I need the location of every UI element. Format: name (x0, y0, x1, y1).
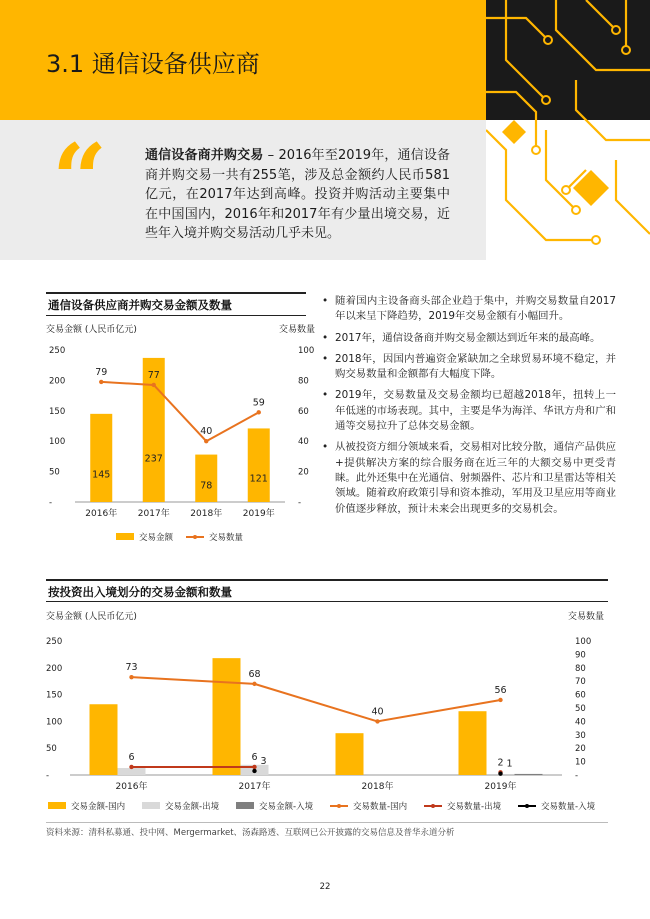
chart2-legend-label: 交易数量-入境 (541, 802, 596, 812)
chart2-legend-swatch-dot (337, 804, 341, 808)
chart2-left-tick: 100 (46, 717, 63, 728)
chart2-bar (515, 774, 543, 775)
chart2-line-label: 40 (371, 706, 384, 718)
chart1-category-label: 2018年 (190, 509, 223, 519)
chart1-line-label: 79 (95, 366, 108, 378)
chart1-left-tick: 100 (49, 437, 66, 448)
chart2-line-point (498, 698, 502, 702)
chart2-legend-label: 交易金额-国内 (71, 802, 126, 812)
chart2-line-point (129, 765, 133, 769)
chart1-left-tick: 250 (49, 346, 66, 356)
chart2-svg (40, 626, 615, 818)
chart1-bar (90, 414, 112, 502)
chart2-right-tick: 10 (575, 757, 586, 768)
chart1-category-label: 2016年 (85, 509, 118, 519)
chart1-bar-label: 78 (200, 480, 213, 492)
chart1-left-tick: 150 (49, 406, 66, 417)
chart1-line-point (204, 439, 208, 443)
chart1-legend-label: 交易数量 (209, 533, 244, 543)
chart1-right-tick: - (298, 498, 302, 508)
chart1-legend-label: 交易金额 (139, 533, 174, 543)
chart2-line-label: 56 (494, 684, 507, 696)
chart1-legend-swatch (116, 533, 134, 540)
chart1-svg (40, 336, 330, 550)
chart2-left-tick: 200 (46, 663, 63, 674)
chart2-line-point (129, 675, 133, 679)
chart2-legend-swatch (142, 802, 160, 809)
chart2-line-label: 1 (506, 758, 513, 770)
chart1-right-tick: 40 (298, 437, 309, 448)
bullet-item: • 随着国内主设备商头部企业趋于集中，并购交易数量自2017年以来呈下降趋势，2019年交易金额有小幅回升。 (320, 294, 616, 325)
bullet-item: • 2019年，交易数量及交易金额均已超越2018年，扭转上一年低迷的市场表现。其中，主要是华为海洋、华讯方舟和广和通等交易拉升了总体交易金额。 (320, 388, 616, 434)
chart1-line-label: 77 (147, 369, 160, 381)
chart2-legend-swatch-dot (431, 804, 435, 808)
chart1-category-label: 2019年 (242, 509, 275, 519)
chart2-left-axis-title: 交易金额 (人民币亿元) (46, 612, 137, 622)
chart2-line-point (252, 769, 256, 773)
chart2-right-tick: 90 (575, 650, 586, 661)
chart2-right-tick: 40 (575, 717, 586, 728)
chart2-bar (459, 711, 487, 775)
chart2-category-label: 2019年 (484, 782, 517, 792)
chart2-right-tick: 20 (575, 744, 586, 755)
chart2-title: 按投资出入境划分的交易金额和数量 (48, 585, 232, 599)
chart2-category-label: 2018年 (361, 782, 394, 792)
quote-mark-icon: “ (52, 123, 108, 236)
chart2-right-axis-title: 交易数量 (568, 612, 605, 622)
chart1-bar-label: 145 (92, 469, 111, 481)
chart2-right-tick: 80 (575, 663, 586, 674)
chart2-right-tick: 100 (575, 637, 592, 647)
page-title: 3.1 通信设备供应商 (46, 50, 260, 78)
chart1-right-tick: 20 (298, 467, 309, 478)
chart1-title-rule (46, 315, 306, 316)
source-note: 资料来源：清科私募通、投中网、Mergermarket、汤森路透、互联网已公开披露的交易信息及普华永道分析 (46, 828, 455, 838)
chart2-line-label: 6 (128, 751, 135, 763)
quote-body: – 2016年至2019年，通信设备商并购交易一共有255笔，涉及总金额约人民币581亿元，在2017年达到高峰。投资并购活动主要集中在中国国内，2016年和2017年有少量出境交易，近些年入境并购交易活动几乎未见。 (145, 148, 450, 241)
chart2-line-label: 68 (248, 668, 261, 680)
chart2-category-label: 2016年 (115, 782, 148, 792)
chart2-legend-label: 交易金额-出境 (165, 802, 220, 812)
quote-text (145, 146, 450, 244)
chart2-legend-label: 交易数量-出境 (447, 802, 502, 812)
chart2-left-tick: 250 (46, 637, 63, 647)
chart1-left-tick: - (49, 498, 53, 508)
chart1-right-tick: 100 (298, 346, 315, 356)
chart2-line-label: 2 (497, 757, 504, 769)
chart2-line-point (252, 765, 256, 769)
chart2-line-label: 73 (125, 662, 138, 674)
bullet-item: • 2017年，通信设备商并购交易金额达到近年来的最高峰。 (320, 331, 616, 346)
chart1-right-axis-title: 交易数量 (279, 325, 316, 335)
chart1-line-label: 40 (200, 426, 213, 438)
chart2-line-label: 6 (251, 751, 258, 763)
bullet-item: • 从被投资方细分领域来看，交易相对比较分散，通信产品供应+提供解决方案的综合服务商在近三年的大额交易中更受青睐。此外还集中在光通信、射频器件、芯片和卫星雷达等相关领域。随着政府政策引导和资本推动，军用及卫星应用等商业价值逐步释放，预计未来会出现更多的交易机会。 (320, 440, 616, 516)
chart1-legend-swatch-dot (193, 535, 197, 539)
chart1-right-tick: 60 (298, 406, 309, 417)
chart1-right-tick: 80 (298, 376, 309, 387)
chart2-title-rule (46, 601, 608, 602)
chart2-series-line (255, 684, 378, 722)
chart1-line-point (99, 380, 103, 384)
chart2-right-tick: 70 (575, 677, 586, 688)
chart2-legend-label: 交易金额-入境 (259, 802, 314, 812)
chart2-right-tick: 30 (575, 730, 586, 741)
chart2-right-tick: - (575, 771, 579, 781)
chart1-bar-label: 237 (144, 453, 163, 465)
chart2-top-rule (46, 579, 608, 581)
chart1-left-tick: 200 (49, 376, 66, 387)
page-number: 22 (319, 882, 331, 892)
chart1-top-rule (46, 292, 306, 294)
chart2-line-point (375, 719, 379, 723)
chart1-left-tick: 50 (49, 467, 60, 478)
chart2-bar (213, 658, 241, 775)
chart2-line-label: 3 (260, 755, 267, 767)
chart1-bar-label: 121 (249, 473, 268, 485)
chart2-left-tick: 50 (46, 744, 57, 755)
chart2-legend-swatch (236, 802, 254, 809)
chart2-right-tick: 50 (575, 704, 586, 714)
chart1-line-point (152, 383, 156, 387)
chart2-bar (336, 733, 364, 775)
quote-lead: 通信设备商并购交易 (145, 148, 264, 163)
chart2-left-tick: 150 (46, 690, 63, 701)
chart1-left-axis-title: 交易金额 (人民币亿元) (46, 325, 137, 335)
circuit-pattern-decoration (486, 0, 650, 260)
chart2-line-point (498, 771, 502, 775)
chart1-line-point (257, 410, 261, 414)
chart2-bar (90, 704, 118, 775)
chart1-line-label: 59 (252, 397, 265, 409)
chart2-right-tick: 60 (575, 690, 586, 701)
bullet-item: • 2018年，因国内普遍资金紧缺加之全球贸易环境不稳定，并购交易数量和金额都有大幅度下降。 (320, 352, 616, 383)
chart2-legend-swatch (48, 802, 66, 809)
chart2-legend-label: 交易数量-国内 (353, 802, 408, 812)
chart1-bar (195, 455, 217, 502)
chart2-left-tick: - (46, 771, 50, 781)
chart2-line-point (252, 682, 256, 686)
bullet-list (320, 294, 616, 523)
chart1-category-label: 2017年 (137, 509, 170, 519)
source-rule (46, 822, 608, 823)
chart1-title: 通信设备供应商并购交易金额及数量 (48, 298, 232, 312)
chart2-legend-swatch-dot (525, 804, 529, 808)
chart2-category-label: 2017年 (238, 782, 271, 792)
chart1-bar (248, 428, 270, 502)
